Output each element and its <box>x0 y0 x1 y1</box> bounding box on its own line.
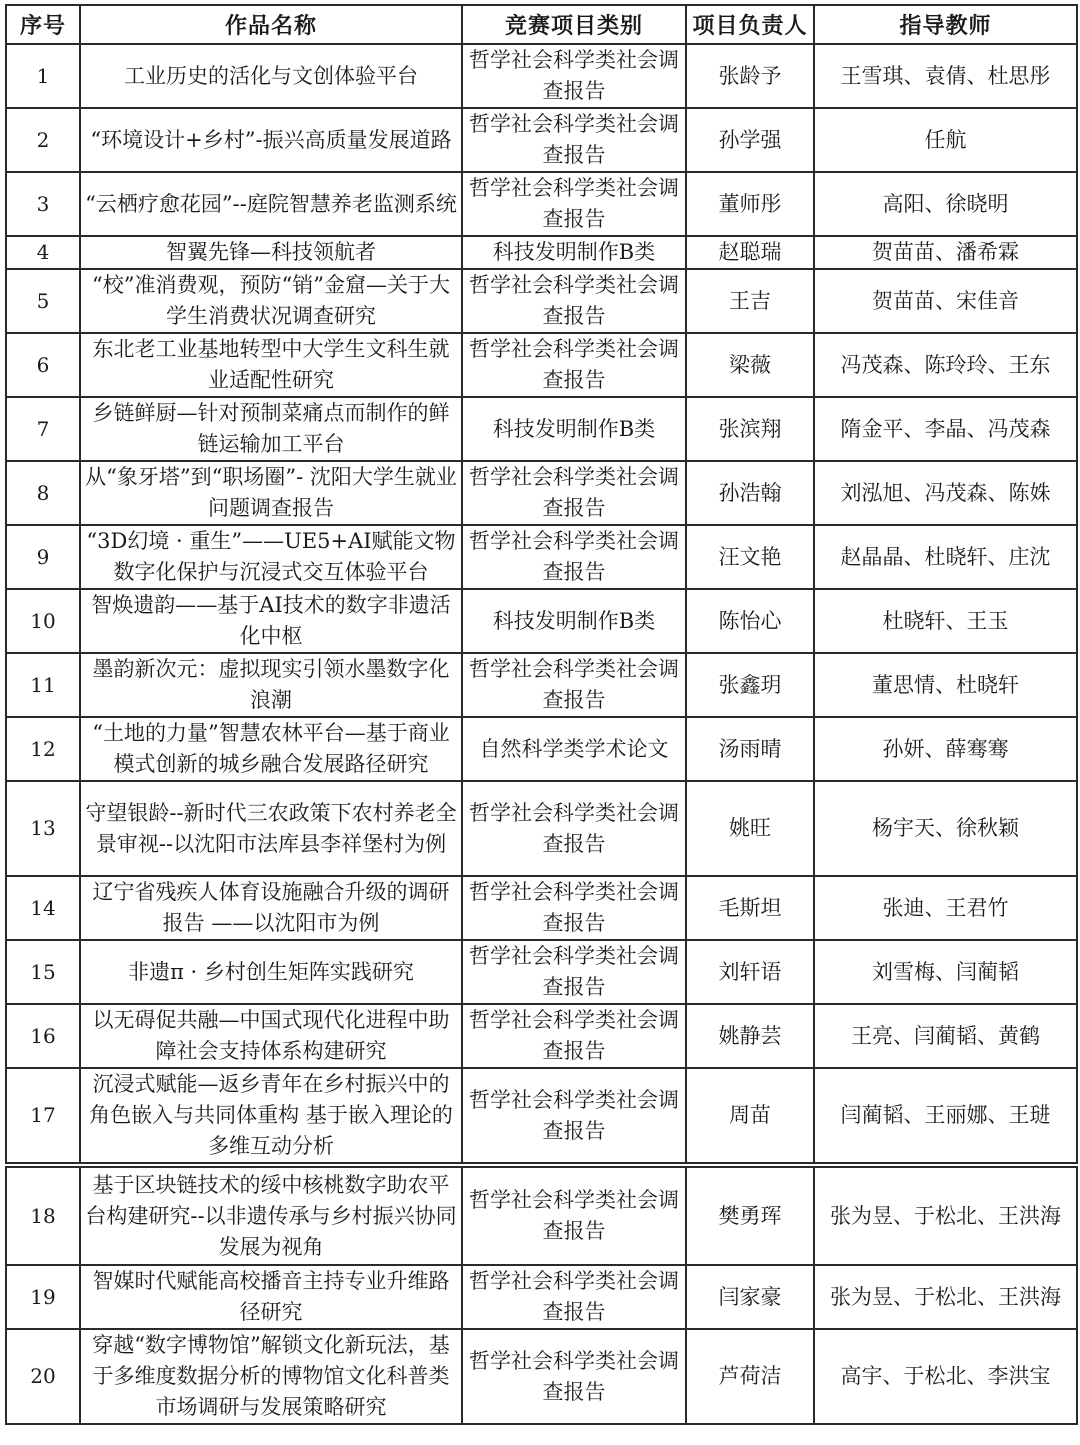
row-number: 17 <box>6 1068 80 1165</box>
row-number: 12 <box>6 717 80 781</box>
project-leader: 汪文艳 <box>686 525 814 589</box>
row-number: 3 <box>6 172 80 236</box>
project-leader: 赵聪瑞 <box>686 236 814 269</box>
row-number: 9 <box>6 525 80 589</box>
category: 哲学社会科学类社会调查报告 <box>462 461 686 525</box>
category: 科技发明制作B类 <box>462 589 686 653</box>
row-number: 8 <box>6 461 80 525</box>
project-leader: 樊勇珲 <box>686 1165 814 1265</box>
advisors: 张为昱、于松北、王洪海 <box>814 1165 1077 1265</box>
work-name: 穿越“数字博物馆”解锁文化新玩法，基于多维度数据分析的博物馆文化科普类市场调研与发展策略研究 <box>80 1329 462 1424</box>
category: 哲学社会科学类社会调查报告 <box>462 781 686 876</box>
advisors: 董思情、杜晓轩 <box>814 653 1077 717</box>
table-row <box>6 589 1077 653</box>
project-leader: 张龄予 <box>686 44 814 108</box>
project-leader: 姚旺 <box>686 781 814 876</box>
row-number: 18 <box>6 1165 80 1265</box>
table-body <box>6 44 1077 1424</box>
work-name: 东北老工业基地转型中大学生文科生就业适配性研究 <box>80 333 462 397</box>
header-category: 竞赛项目类别 <box>462 5 686 44</box>
row-number: 10 <box>6 589 80 653</box>
work-name: 智焕遗韵——基于AI技术的数字非遗活化中枢 <box>80 589 462 653</box>
category: 哲学社会科学类社会调查报告 <box>462 653 686 717</box>
header-teachers: 指导教师 <box>814 5 1077 44</box>
category: 科技发明制作B类 <box>462 236 686 269</box>
table-row <box>6 1265 1077 1329</box>
row-number: 20 <box>6 1329 80 1424</box>
advisors: 王雪琪、袁倩、杜思彤 <box>814 44 1077 108</box>
category: 哲学社会科学类社会调查报告 <box>462 1068 686 1165</box>
project-leader: 刘轩语 <box>686 940 814 1004</box>
category: 哲学社会科学类社会调查报告 <box>462 1004 686 1068</box>
header-row <box>6 5 1077 44</box>
work-name: 工业历史的活化与文创体验平台 <box>80 44 462 108</box>
category: 哲学社会科学类社会调查报告 <box>462 1329 686 1424</box>
work-name: 守望银龄--新时代三农政策下农村养老全景审视--以沈阳市法库县李祥堡村为例 <box>80 781 462 876</box>
category: 哲学社会科学类社会调查报告 <box>462 108 686 172</box>
category: 哲学社会科学类社会调查报告 <box>462 269 686 333</box>
project-leader: 梁薇 <box>686 333 814 397</box>
project-leader: 王吉 <box>686 269 814 333</box>
table-row <box>6 108 1077 172</box>
work-name: “云栖疗愈花园”--庭院智慧养老监测系统 <box>80 172 462 236</box>
work-name: 乡链鲜厨—针对预制菜痛点而制作的鲜链运输加工平台 <box>80 397 462 461</box>
advisors: 贺苗苗、宋佳音 <box>814 269 1077 333</box>
advisors: 高阳、徐晓明 <box>814 172 1077 236</box>
category: 哲学社会科学类社会调查报告 <box>462 940 686 1004</box>
row-number: 2 <box>6 108 80 172</box>
table-row <box>6 876 1077 940</box>
row-number: 14 <box>6 876 80 940</box>
table-row <box>6 397 1077 461</box>
work-name: 以无碍促共融—中国式现代化进程中助障社会支持体系构建研究 <box>80 1004 462 1068</box>
table-row <box>6 1068 1077 1165</box>
advisors: 刘泓旭、冯茂森、陈姝 <box>814 461 1077 525</box>
category: 哲学社会科学类社会调查报告 <box>462 333 686 397</box>
table-row <box>6 653 1077 717</box>
advisors: 王亮、闫蔺韬、黄鹤 <box>814 1004 1077 1068</box>
row-number: 1 <box>6 44 80 108</box>
table-row <box>6 1165 1077 1265</box>
advisors: 赵晶晶、杜晓轩、庄沈 <box>814 525 1077 589</box>
row-number: 4 <box>6 236 80 269</box>
advisors: 贺苗苗、潘希霖 <box>814 236 1077 269</box>
advisors: 任航 <box>814 108 1077 172</box>
project-leader: 芦荷洁 <box>686 1329 814 1424</box>
work-name: 辽宁省残疾人体育设施融合升级的调研报告 ——以沈阳市为例 <box>80 876 462 940</box>
work-name: 墨韵新次元：虚拟现实引领水墨数字化浪潮 <box>80 653 462 717</box>
work-name: 从“象牙塔”到“职场圈”- 沈阳大学生就业问题调查报告 <box>80 461 462 525</box>
row-number: 7 <box>6 397 80 461</box>
advisors: 杜晓轩、王玉 <box>814 589 1077 653</box>
table-row <box>6 236 1077 269</box>
header-no: 序号 <box>6 5 80 44</box>
work-name: 沉浸式赋能—返乡青年在乡村振兴中的角色嵌入与共同体重构 基于嵌入理论的多维互动分析 <box>80 1068 462 1165</box>
project-leader: 张滨翔 <box>686 397 814 461</box>
advisors: 高宇、于松北、李洪宝 <box>814 1329 1077 1424</box>
project-leader: 孙学强 <box>686 108 814 172</box>
category: 哲学社会科学类社会调查报告 <box>462 525 686 589</box>
row-number: 6 <box>6 333 80 397</box>
work-name: 智翼先锋—科技领航者 <box>80 236 462 269</box>
advisors: 杨宇天、徐秋颖 <box>814 781 1077 876</box>
row-number: 16 <box>6 1004 80 1068</box>
row-number: 11 <box>6 653 80 717</box>
table-row <box>6 44 1077 108</box>
row-number: 5 <box>6 269 80 333</box>
advisors: 隋金平、李晶、冯茂森 <box>814 397 1077 461</box>
awards-table <box>5 4 1078 1425</box>
advisors: 张迪、王君竹 <box>814 876 1077 940</box>
advisors: 刘雪梅、闫蔺韬 <box>814 940 1077 1004</box>
table-row <box>6 781 1077 876</box>
table-row <box>6 717 1077 781</box>
table-row <box>6 1329 1077 1424</box>
work-name: “校”准消费观，预防“销”金窟—关于大学生消费状况调查研究 <box>80 269 462 333</box>
table-row <box>6 1004 1077 1068</box>
table-row <box>6 461 1077 525</box>
header-name: 作品名称 <box>80 5 462 44</box>
work-name: 非遗π · 乡村创生矩阵实践研究 <box>80 940 462 1004</box>
advisors: 冯茂森、陈玲玲、王东 <box>814 333 1077 397</box>
work-name: 基于区块链技术的绥中核桃数字助农平台构建研究--以非遗传承与乡村振兴协同发展为视角 <box>80 1165 462 1265</box>
work-name: “3D幻境 · 重生”——UE5+AI赋能文物数字化保护与沉浸式交互体验平台 <box>80 525 462 589</box>
category: 哲学社会科学类社会调查报告 <box>462 1265 686 1329</box>
project-leader: 孙浩翰 <box>686 461 814 525</box>
project-leader: 董师彤 <box>686 172 814 236</box>
work-name: “土地的力量”智慧农林平台—基于商业模式创新的城乡融合发展路径研究 <box>80 717 462 781</box>
table-row <box>6 333 1077 397</box>
project-leader: 汤雨晴 <box>686 717 814 781</box>
table-row <box>6 525 1077 589</box>
project-leader: 周苗 <box>686 1068 814 1165</box>
category: 哲学社会科学类社会调查报告 <box>462 44 686 108</box>
row-number: 13 <box>6 781 80 876</box>
table-row <box>6 269 1077 333</box>
row-number: 15 <box>6 940 80 1004</box>
work-name: 智媒时代赋能高校播音主持专业升维路径研究 <box>80 1265 462 1329</box>
table-row <box>6 940 1077 1004</box>
header-leader: 项目负责人 <box>686 5 814 44</box>
category: 哲学社会科学类社会调查报告 <box>462 1165 686 1265</box>
project-leader: 张鑫玥 <box>686 653 814 717</box>
advisors: 孙妍、薛骞骞 <box>814 717 1077 781</box>
category: 哲学社会科学类社会调查报告 <box>462 876 686 940</box>
advisors: 闫蔺韬、王丽娜、王琎 <box>814 1068 1077 1165</box>
category: 自然科学类学术论文 <box>462 717 686 781</box>
table-row <box>6 172 1077 236</box>
category: 科技发明制作B类 <box>462 397 686 461</box>
advisors: 张为昱、于松北、王洪海 <box>814 1265 1077 1329</box>
project-leader: 姚静芸 <box>686 1004 814 1068</box>
project-leader: 陈怡心 <box>686 589 814 653</box>
project-leader: 毛斯坦 <box>686 876 814 940</box>
row-number: 19 <box>6 1265 80 1329</box>
project-leader: 闫家豪 <box>686 1265 814 1329</box>
category: 哲学社会科学类社会调查报告 <box>462 172 686 236</box>
work-name: “环境设计+乡村”-振兴高质量发展道路 <box>80 108 462 172</box>
